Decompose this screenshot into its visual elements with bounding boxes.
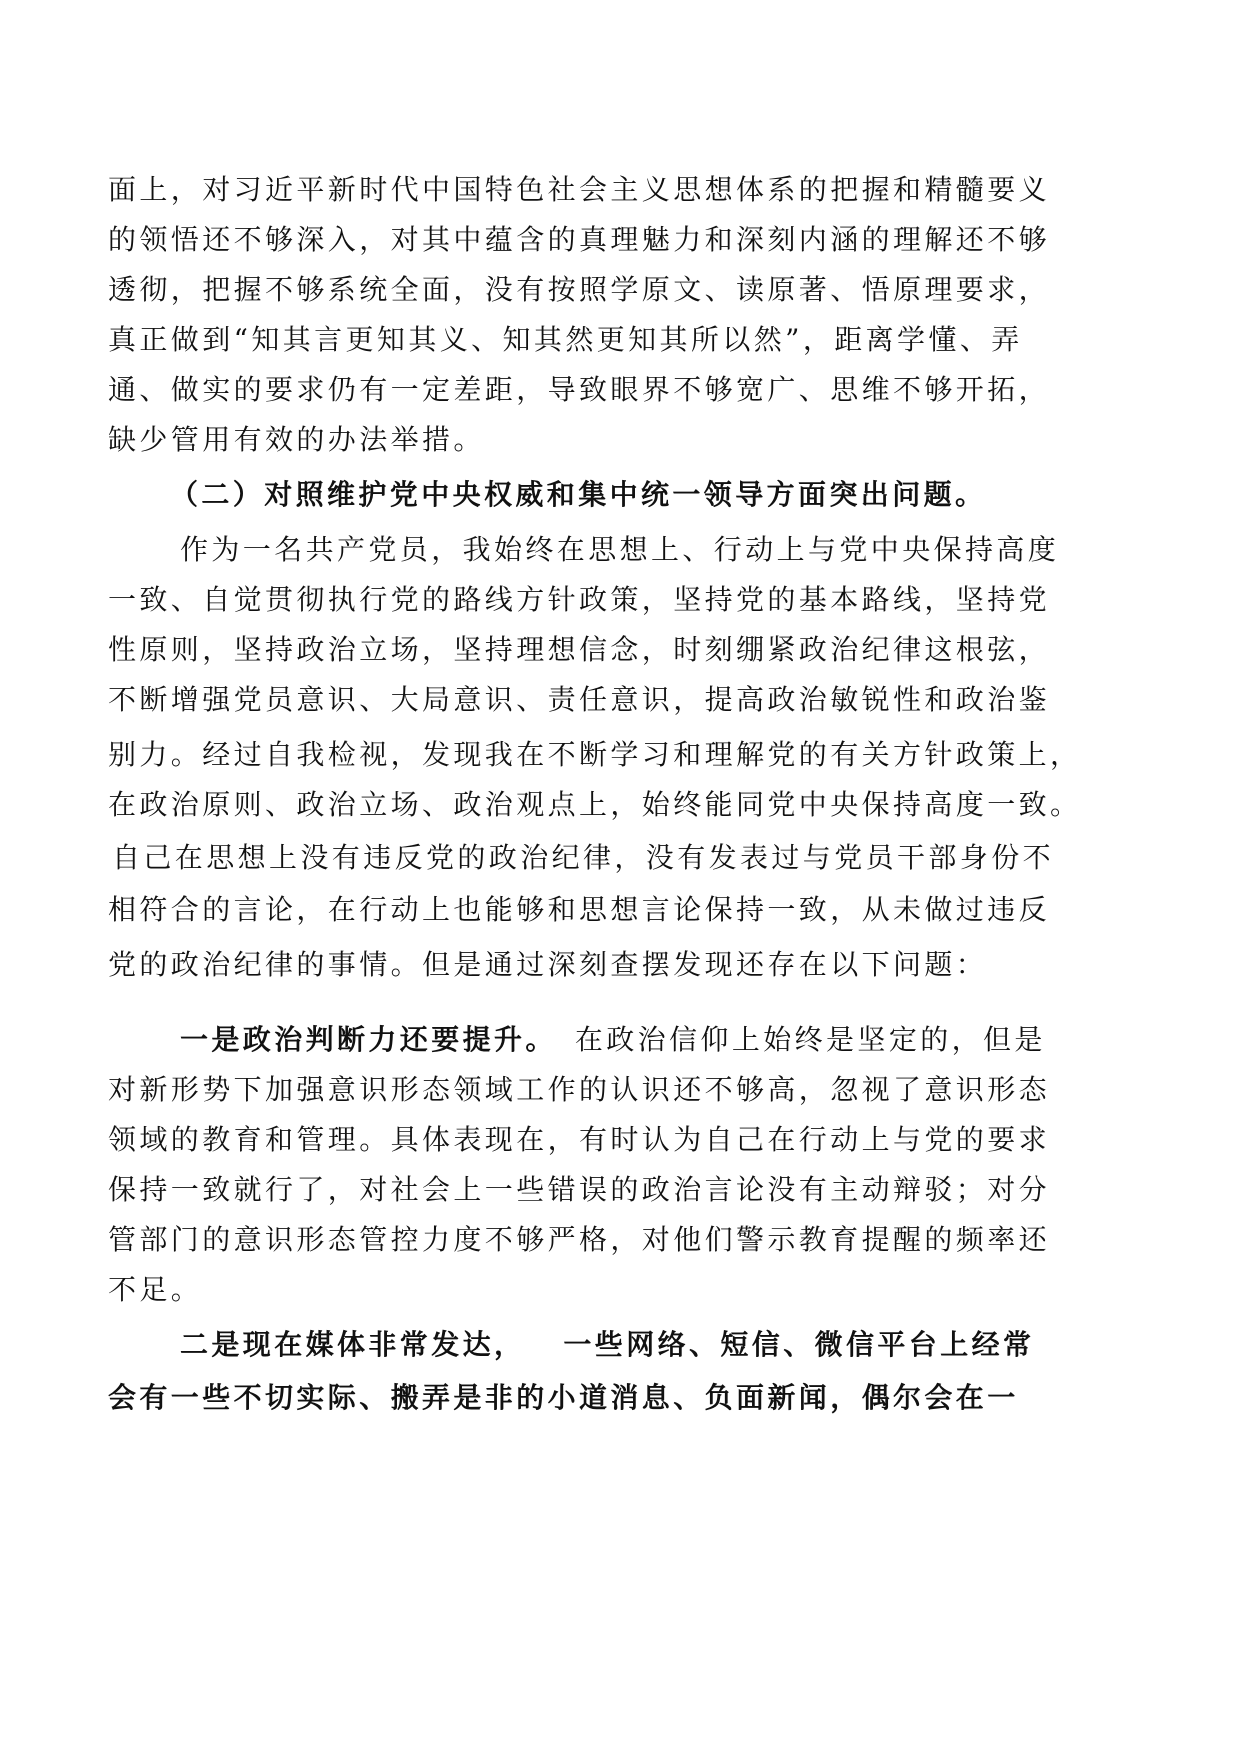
paragraph-3-line-2: 对新形势下加强意识形态领域工作的认识还不够高，忽视了意识形态 (108, 1073, 1051, 1106)
paragraph-2-line-1: 作为一名共产党员，我始终在思想上、行动上与党中央保持高度 (180, 533, 1060, 566)
paragraph-2-line-2: 一致、自觉贯彻执行党的路线方针政策，坚持党的基本路线，坚持党 (108, 583, 1051, 616)
paragraph-1-line-3: 透彻，把握不够系统全面，没有按照学原文、读原著、悟原理要求， (108, 273, 1051, 306)
paragraph-3-line-4: 保持一致就行了，对社会上一些错误的政治言论没有主动辩驳；对分 (108, 1173, 1051, 1206)
paragraph-1-line-2: 的领悟还不够深入，对其中蕴含的真理魅力和深刻内涵的理解还不够 (108, 223, 1051, 256)
paragraph-1-line-5: 通、做实的要求仍有一定差距，导致眼界不够宽广、思维不够开拓， (108, 373, 1051, 406)
paragraph-4-line-1-text: 一些网络、短信、微信平台上经常 (563, 1328, 1035, 1361)
paragraph-2-line-7: 自己在思想上没有违反党的政治纪律，没有发表过与党员干部身份不 (112, 841, 1055, 874)
paragraph-4-line-2: 会有一些不切实际、搬弄是非的小道消息、负面新闻，偶尔会在一 (108, 1381, 1019, 1414)
paragraph-2-line-9: 党的政治纪律的事情。但是通过深刻查摆发现还存在以下问题： (108, 948, 988, 981)
paragraph-4-line-1 (180, 1325, 1140, 1365)
paragraph-2-line-6: 在政治原则、政治立场、政治观点上，始终能同党中央保持高度一致。 (108, 788, 1082, 821)
paragraph-2-line-4: 不断增强党员意识、大局意识、责任意识，提高政治敏锐性和政治鉴 (108, 683, 1051, 716)
section-heading-2: （二）对照维护党中央权威和集中统一领导方面突出问题。 (170, 478, 987, 511)
paragraph-3-line-5: 管部门的意识形态管控力度不够严格，对他们警示教育提醒的频率还 (108, 1223, 1051, 1256)
paragraph-3-line-6: 不足。 (108, 1273, 203, 1306)
paragraph-3-line-3: 领域的教育和管理。具体表现在，有时认为自己在行动上与党的要求 (108, 1123, 1051, 1156)
paragraph-2-line-8: 相符合的言论，在行动上也能够和思想言论保持一致，从未做过违反 (108, 893, 1051, 926)
paragraph-3-line-1 (180, 1020, 1140, 1060)
paragraph-1-line-4: 真正做到“知其言更知其义、知其然更知其所以然”，距离学懂、弄 (108, 323, 1023, 356)
paragraph-1-line-6: 缺少管用有效的办法举措。 (108, 423, 485, 456)
paragraph-3-line-1-text: 在政治信仰上始终是坚定的，但是 (574, 1023, 1046, 1056)
paragraph-2-line-3: 性原则，坚持政治立场，坚持理想信念，时刻绷紧政治纪律这根弦， (108, 633, 1051, 666)
paragraph-1-line-1: 面上，对习近平新时代中国特色社会主义思想体系的把握和精髓要义 (108, 173, 1051, 206)
paragraph-2-line-5: 别力。经过自我检视，发现我在不断学习和理解党的有关方针政策上， (108, 738, 1082, 771)
paragraph-3-lead: 一是政治判断力还要提升。 (180, 1023, 557, 1056)
paragraph-4-lead: 二是现在媒体非常发达， (180, 1328, 526, 1361)
